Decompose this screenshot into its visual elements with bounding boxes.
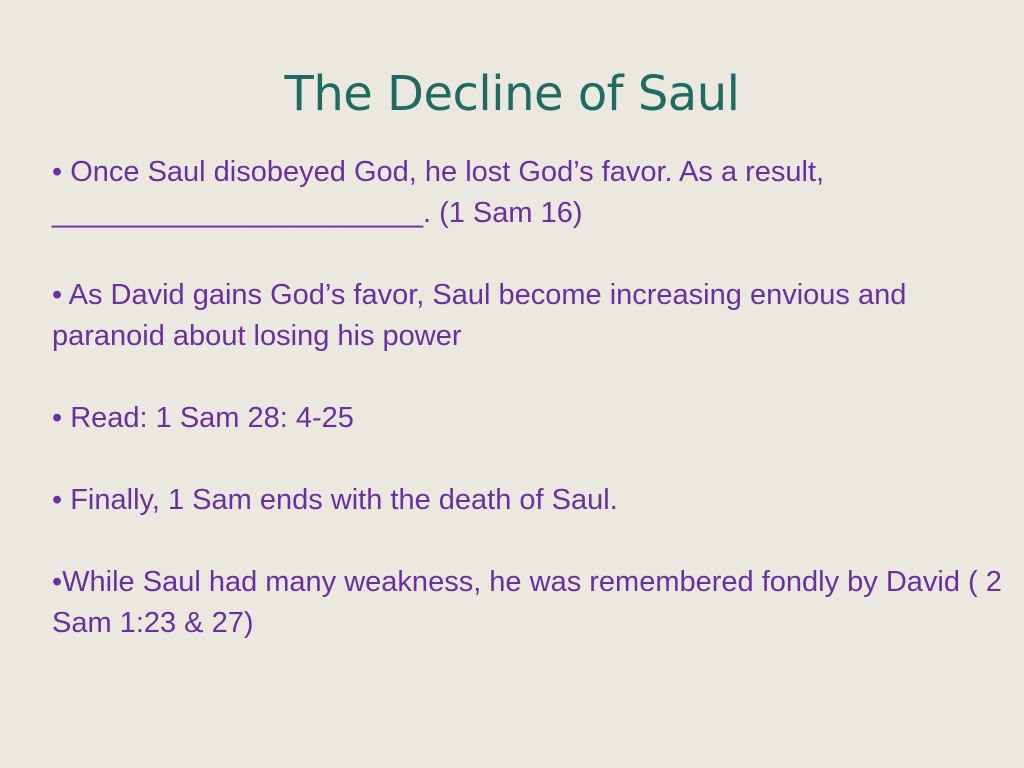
bullet-item-4: • Finally, 1 Sam ends with the death of Saul. <box>52 484 618 516</box>
bullet-list <box>52 152 1010 644</box>
slide-title: The Decline of Saul <box>284 66 740 122</box>
bullet-item-1: • Once Saul disobeyed God, he lost God’s favor. As a result, _______________________. (1 Sam 16) <box>52 156 833 229</box>
bullet-item-2: • As David gains God’s favor, Saul become increasing envious and paranoid about losing his power <box>52 279 915 352</box>
bullet-item-3: • Read: 1 Sam 28: 4-25 <box>52 402 354 434</box>
bullet-item-5: •While Saul had many weakness, he was remembered fondly by David ( 2 Sam 1:23 & 27) <box>52 566 1010 639</box>
